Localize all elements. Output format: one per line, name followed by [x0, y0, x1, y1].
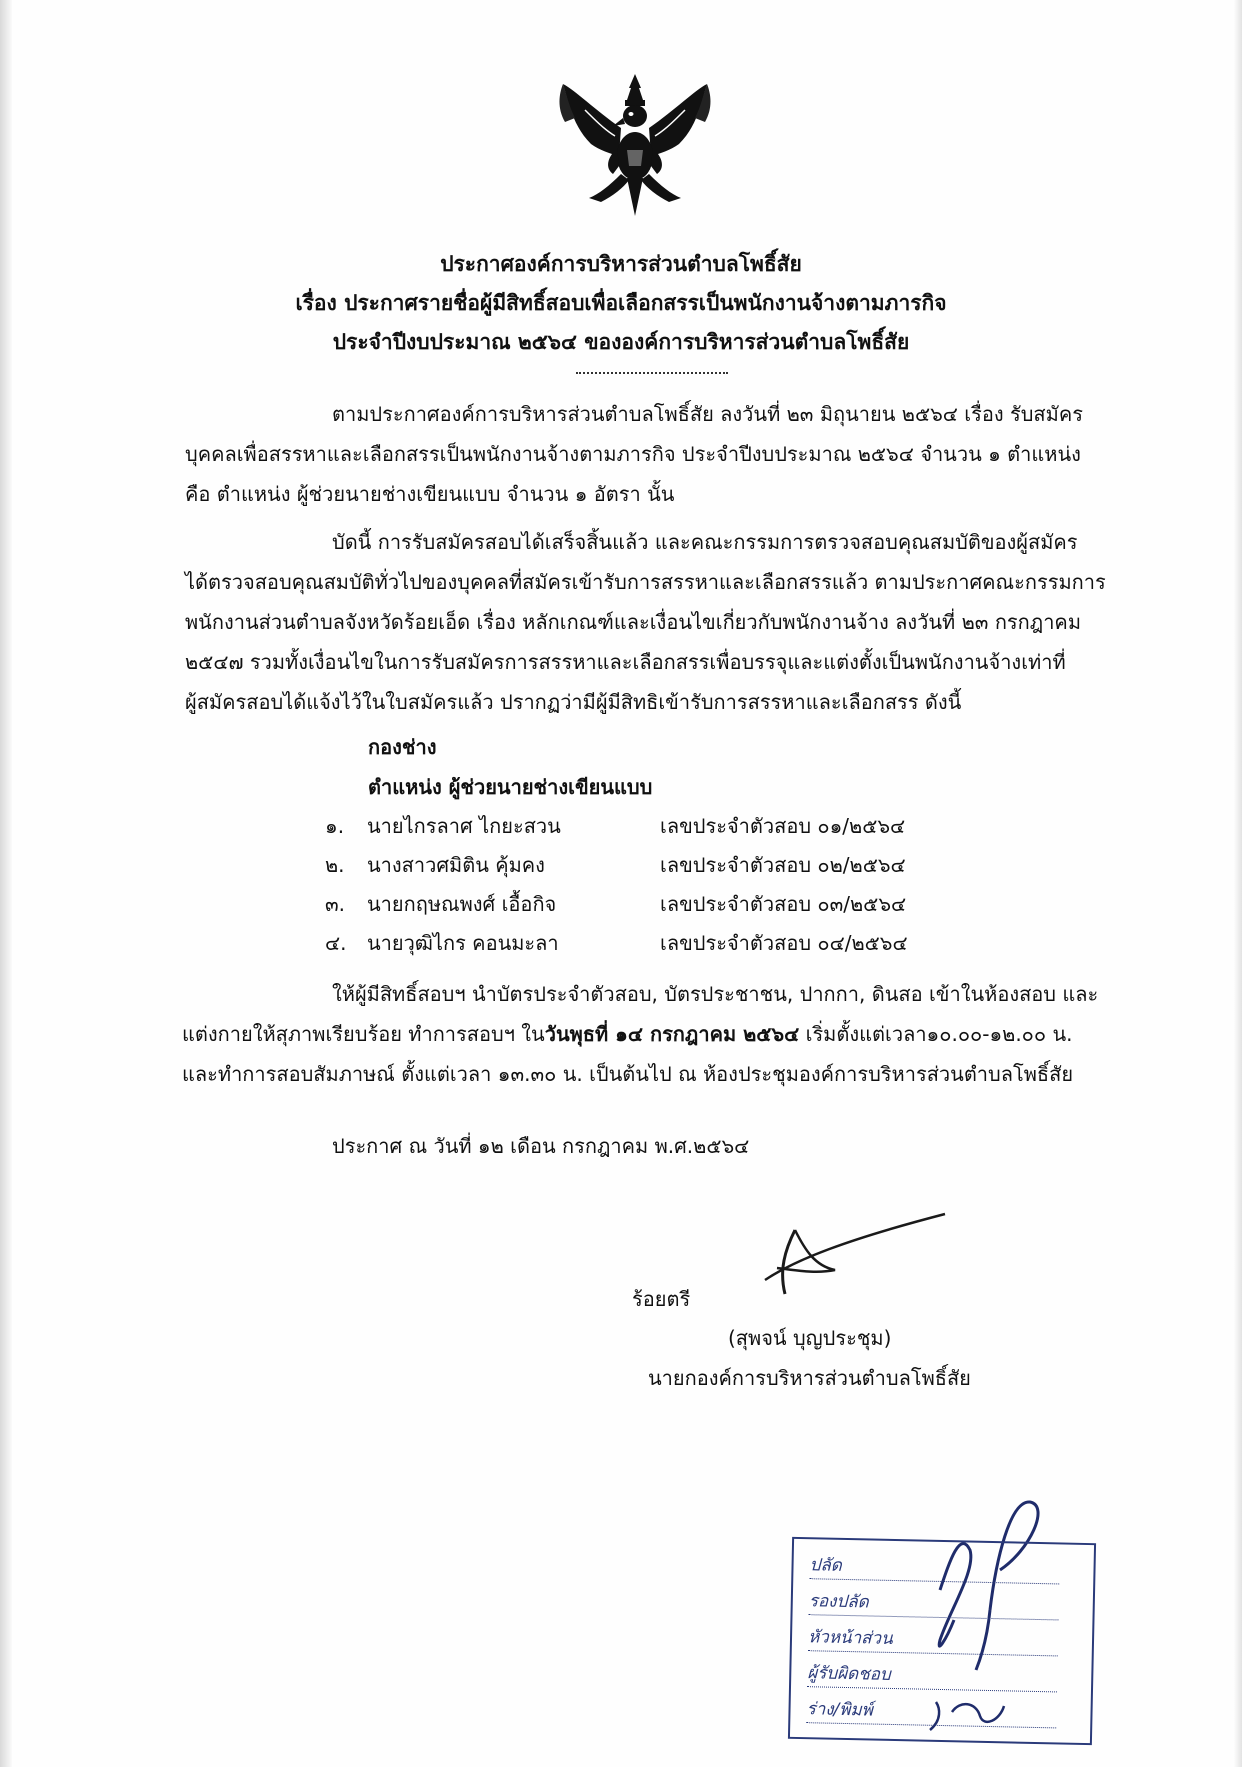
signature-scribble-icon — [755, 1210, 955, 1300]
candidate-exam-id: เลขประจำตัวสอบ ๐๓/๒๕๖๔ — [660, 892, 907, 916]
para3-line2: แต่งกายให้สุภาพเรียบร้อย ทำการสอบฯ ในวันพุธที่ ๑๔ กรกฎาคม ๒๕๖๔ เริ่มตั้งแต่เวลา๑๐.๐๐-๑๒.๐๐ น. — [182, 1022, 1073, 1046]
announcement-date: ประกาศ ณ วันที่ ๑๒ เดือน กรกฎาคม พ.ศ.๒๕๖๔ — [332, 1134, 750, 1158]
candidate-number: ๑. — [325, 814, 345, 838]
stamp-row: หัวหน้าส่วน — [808, 1623, 1059, 1656]
signer-rank: ร้อยตรี — [632, 1287, 691, 1311]
candidate-exam-id: เลขประจำตัวสอบ ๐๔/๒๕๖๔ — [660, 931, 908, 955]
position-label: ตำแหน่ง ผู้ช่วยนายช่างเขียนแบบ — [368, 775, 653, 799]
stamp-row: ปลัด — [809, 1551, 1060, 1584]
dotted-separator — [576, 372, 728, 374]
candidate-name: นางสาวศมิติน คุ้มคง — [367, 853, 545, 877]
candidate-name: นายกฤษณพงศ์ เอื้อกิจ — [367, 892, 557, 916]
garuda-emblem-icon — [555, 70, 715, 220]
exam-date: วันพุธที่ ๑๔ กรกฎาคม ๒๕๖๔ — [544, 1022, 800, 1046]
page-edge-right — [1234, 0, 1242, 1767]
signer-name: (สุพจน์ บุญประชุม) — [728, 1326, 892, 1350]
para1-line1: ตามประกาศองค์การบริหารส่วนตำบลโพธิ์สัย ลงวันที่ ๒๓ มิถุนายน ๒๕๖๔ เรื่อง รับสมัคร — [332, 402, 1083, 426]
announcement-subject: เรื่อง ประกาศรายชื่อผู้มีสิทธิ์สอบเพื่อเลือกสรรเป็นพนักงานจ้างตามภารกิจ — [295, 291, 947, 315]
signer-title: นายกองค์การบริหารส่วนตำบลโพธิ์สัย — [648, 1366, 971, 1390]
candidate-number: ๔. — [325, 931, 347, 955]
routing-stamp — [788, 1537, 1096, 1745]
page-edge-left — [0, 0, 12, 1767]
candidate-name: นายวุฒิไกร คอนมะลา — [367, 931, 559, 955]
division-label: กองช่าง — [368, 735, 437, 759]
candidate-name: นายไกรลาศ ไกยะสวน — [367, 814, 561, 838]
para2-line1: บัดนี้ การรับสมัครสอบได้เสร็จสิ้นแล้ว และคณะกรรมการตรวจสอบคุณสมบัติของผู้สมัคร — [332, 530, 1078, 554]
stamp-row: ร่าง/พิมพ์ — [806, 1695, 1057, 1728]
para2-line3: พนักงานส่วนตำบลจังหวัดร้อยเอ็ด เรื่อง หลักเกณฑ์และเงื่อนไขเกี่ยวกับพนักงานจ้าง ลงวันที่ ๒๓ กรกฎาคม — [185, 610, 1081, 634]
para2-line4: ๒๕๔๗ รวมทั้งเงื่อนไขในการรับสมัครการสรรหาและเลือกสรรเพื่อบรรจุและแต่งตั้งเป็นพนักงานจ้างเท่าที่ — [185, 650, 1066, 674]
para3-line3: และทำการสอบสัมภาษณ์ ตั้งแต่เวลา ๑๓.๓๐ น. เป็นต้นไป ณ ห้องประชุมองค์การบริหารส่วนตำบลโพธิ์สัย — [182, 1062, 1074, 1086]
announcement-title: ประกาศองค์การบริหารส่วนตำบลโพธิ์สัย — [440, 252, 802, 276]
stamp-row: รองปลัด — [809, 1587, 1060, 1620]
para1-line2: บุคคลเพื่อสรรหาและเลือกสรรเป็นพนักงานจ้างตามภารกิจ ประจำปีงบประมาณ ๒๕๖๔ จำนวน ๑ ตำแหน่ง — [185, 442, 1081, 466]
para2-line5: ผู้สมัครสอบได้แจ้งไว้ในใบสมัครแล้ว ปรากฏว่ามีผู้มีสิทธิเข้ารับการสรรหาและเลือกสรร ดังนี้ — [185, 690, 962, 714]
para1-line3: คือ ตำแหน่ง ผู้ช่วยนายช่างเขียนแบบ จำนวน ๑ อัตรา นั้น — [185, 482, 675, 506]
stamp-row: ผู้รับผิดชอบ — [807, 1659, 1058, 1692]
para3-line1: ให้ผู้มีสิทธิ์สอบฯ นำบัตรประจำตัวสอบ, บัตรประชาชน, ปากกา, ดินสอ เข้าในห้องสอบ และ — [332, 982, 1099, 1006]
candidate-number: ๓. — [325, 892, 346, 916]
announcement-fiscal-year: ประจำปีงบประมาณ ๒๕๖๔ ขององค์การบริหารส่วนตำบลโพธิ์สัย — [332, 330, 910, 354]
candidate-exam-id: เลขประจำตัวสอบ ๐๑/๒๕๖๔ — [660, 814, 906, 838]
candidate-exam-id: เลขประจำตัวสอบ ๐๒/๒๕๖๔ — [660, 853, 906, 877]
candidate-number: ๒. — [325, 853, 345, 877]
para2-line2: ได้ตรวจสอบคุณสมบัติทั่วไปของบุคคลที่สมัครเข้ารับการสรรหาและเลือกสรรแล้ว ตามประกาศคณะกรรมการ — [185, 570, 1106, 594]
